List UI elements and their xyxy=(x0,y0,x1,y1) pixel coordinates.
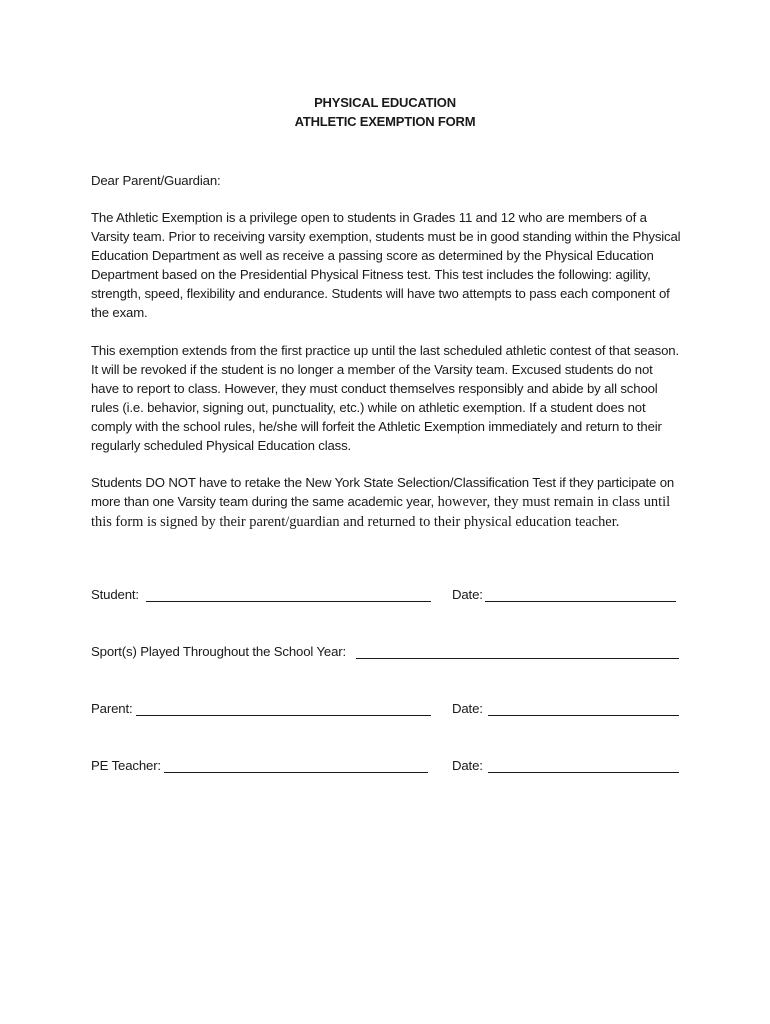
retake-policy-text: Students DO NOT have to retake the New York State Selection/Classification Test if they participate on more than one Varsity team during the same academic year, xyxy=(91,475,675,509)
form-title-line-2: ATHLETIC EXEMPTION FORM xyxy=(294,114,476,129)
teacher-date-line[interactable] xyxy=(488,772,679,773)
parent-date-label: Date: xyxy=(452,701,483,716)
student-date-field[interactable] xyxy=(452,585,682,605)
student-date-label: Date: xyxy=(452,587,483,602)
parent-field[interactable] xyxy=(91,699,436,719)
student-signature-line[interactable] xyxy=(146,601,431,602)
sports-line[interactable] xyxy=(356,658,679,659)
parent-date-field[interactable] xyxy=(452,699,682,719)
teacher-field[interactable] xyxy=(91,756,436,776)
teacher-date-field[interactable] xyxy=(452,756,682,776)
paragraph-retake-policy xyxy=(91,473,681,532)
letter-greeting: Dear Parent/Guardian: xyxy=(91,173,221,188)
teacher-label: PE Teacher: xyxy=(91,758,161,773)
parent-date-line[interactable] xyxy=(488,715,679,716)
parent-signature-line[interactable] xyxy=(136,715,431,716)
student-date-line[interactable] xyxy=(485,601,676,602)
form-title-line-1: PHYSICAL EDUCATION xyxy=(314,95,456,110)
retake-policy-text-continued: however, they must remain in class until this form is signed by their parent/guardian and returned to their physical education teacher. xyxy=(91,494,671,530)
student-label: Student: xyxy=(91,587,139,602)
sports-field[interactable] xyxy=(91,642,681,662)
parent-label: Parent: xyxy=(91,701,133,716)
teacher-signature-line[interactable] xyxy=(164,772,428,773)
paragraph-eligibility: The Athletic Exemption is a privilege open to students in Grades 11 and 12 who are members of a Varsity team. Prior to receiving varsity exemption, students must be in good standing within the Physical Education Department as well as receive a passing score as determined by the Physical Education Department based on the Presidential Physical Fitness test. This test includes the following: agility, strength, speed, flexibility and endurance. Students will have two attempts to pass each component of the exam. xyxy=(91,210,681,320)
paragraph-exemption-terms: This exemption extends from the first practice up until the last scheduled athletic contest of that season. It will be revoked if the student is no longer a member of the Varsity team. Excused students do not have to report to class. However, they must conduct themselves responsibly and abide by all school rules (i.e. behavior, signing out, punctuality, etc.) while on athletic exemption. If a student does not comply with the school rules, he/she will forfeit the Athletic Exemption immediately and return to their regularly scheduled Physical Education class. xyxy=(91,343,679,453)
student-field[interactable] xyxy=(91,585,436,605)
teacher-date-label: Date: xyxy=(452,758,483,773)
sports-label: Sport(s) Played Throughout the School Year: xyxy=(91,644,347,659)
